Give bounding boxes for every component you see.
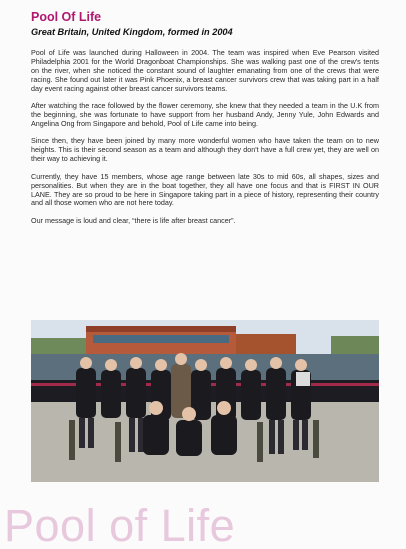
paragraph-5: Our message is loud and clear, “there is life after breast cancer”. — [31, 215, 236, 225]
paragraph-4: Currently, they have 15 members, whose age range between late 30s to mid 60s, all shapes, sizes and personalities. But when they are in the boat together, they all have one focus and that is FIRST IN OUR LANE. They are so proud to be here in Singapore taking part in a piece of history, representing their country and all those women who are not here today. — [31, 171, 379, 208]
page-subtitle: Great Britain, United Kingdom, formed in 2004 — [31, 27, 233, 37]
paragraph-1: Pool of Life was launched during Halloween in 2004. The team was inspired when Eve Pearson visited Philadelphia 2001 for the World Dragonboat Championships. She was walking past one of the crew's tents on the river, when she noticed the constant sound of laughter emanating from one of the crews that were racing. She found out later it was Pink Phoenix, a breast cancer survivors crew that was taking part in a half day event racing against other breast cancer survivors teams. — [31, 48, 379, 93]
team-photo-illustration — [31, 320, 379, 482]
watermark-text: Pool of Life — [4, 500, 236, 549]
paragraph-2: After watching the race followed by the flower ceremony, she knew that they needed a team in the U.K from the beginning, she was fortunate to have support from her husband Andy, Jenny Yule, John Edwards and Angelina Ong from Singapore and behold, Pool of Life came into being. — [31, 101, 379, 128]
article-body — [31, 49, 379, 234]
paragraph-3: Since then, they have been joined by many more wonderful women who have taken the team on to new heights. This is their second season as a team and although they don't have a full crew yet, they are well on their way to achieving it. — [31, 136, 379, 164]
page-title: Pool Of Life — [31, 10, 102, 24]
team-photo — [31, 320, 379, 482]
